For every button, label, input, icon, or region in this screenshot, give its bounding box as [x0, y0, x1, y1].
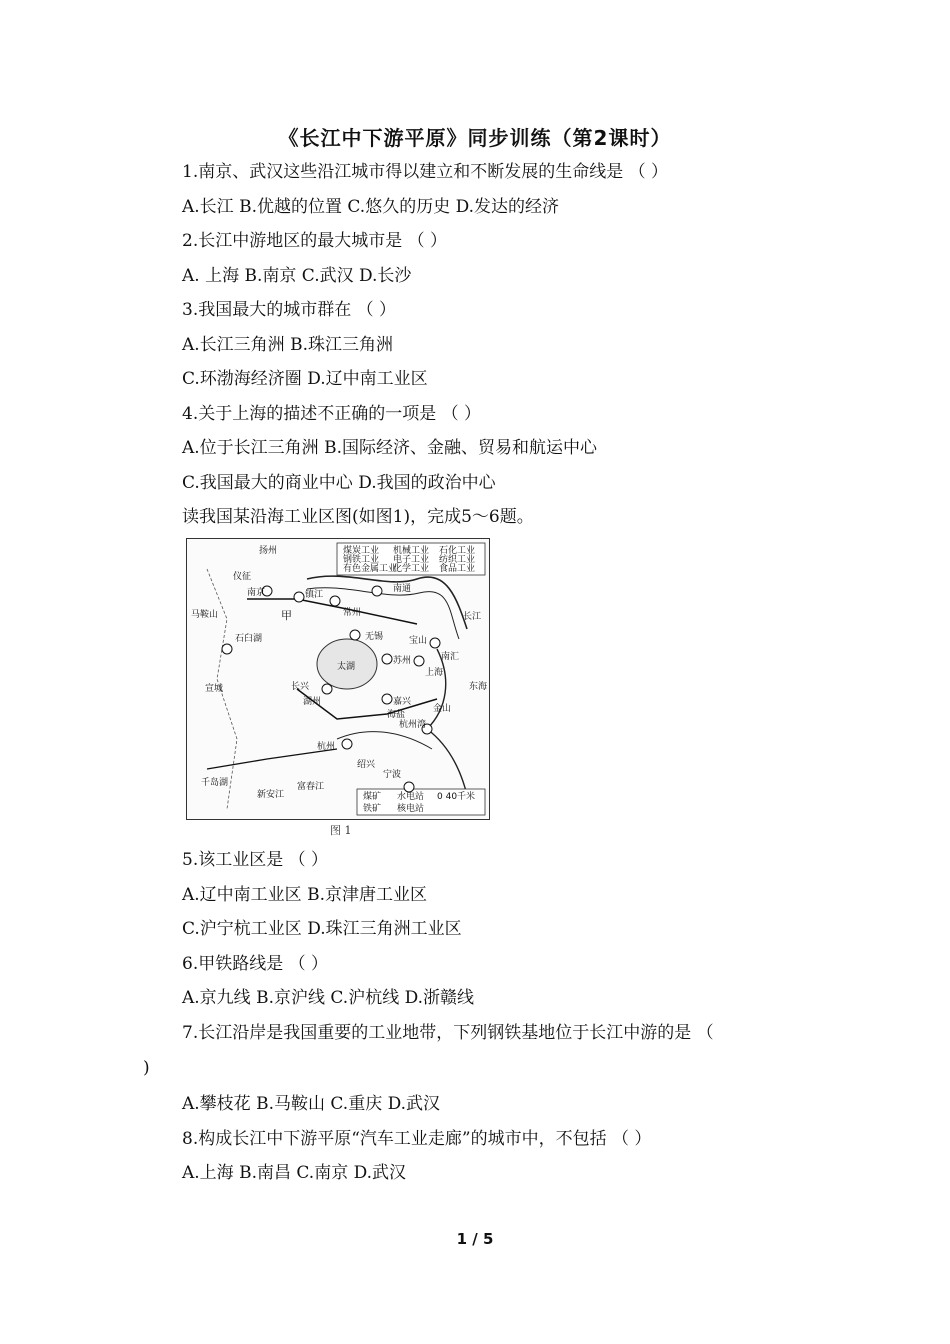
question-8: 8.构成长江中下游平原“汽车工业走廊”的城市中，不包括 （ ） [182, 1129, 652, 1149]
legend-electronics: 电子工业 [393, 555, 430, 565]
place-jia: 甲 [281, 609, 292, 622]
place-jinshan: 金山 [433, 704, 452, 714]
legend-nuclear: 核电站 [397, 804, 425, 814]
place-hangzhou-bay: 杭州湾 [399, 720, 427, 730]
legend-coal-mine: 煤矿 [363, 792, 382, 802]
place-taihu: 太湖 [337, 662, 356, 672]
options-5b: C.沪宁杭工业区 D.珠江三角洲工业区 [182, 919, 462, 939]
options-3a: A.长江三角洲 B.珠江三角洲 [182, 335, 393, 355]
place-yangzhou: 扬州 [259, 546, 278, 556]
place-changxing: 长兴 [291, 682, 310, 692]
place-yangtze: 长江 [463, 612, 482, 622]
place-shaoxing: 绍兴 [357, 760, 376, 770]
industrial-map-figure [186, 538, 490, 820]
place-east-sea: 东海 [469, 682, 488, 692]
place-xuancheng: 宣城 [205, 684, 224, 694]
page-number: 1 / 5 [456, 1230, 494, 1248]
legend-nonferrous: 有色金属工业 [343, 564, 398, 574]
place-shanghai: 上海 [425, 668, 444, 678]
place-qiandaohu: 千岛湖 [201, 778, 229, 788]
place-hangzhou: 杭州 [317, 742, 336, 752]
place-jiaxing: 嘉兴 [393, 697, 412, 707]
place-ningbo: 宁波 [383, 770, 402, 780]
legend-hydro: 水电站 [397, 792, 425, 802]
place-xinanjiang: 新安江 [257, 790, 285, 800]
place-suzhou: 苏州 [393, 656, 412, 666]
legend-coal: 煤炭工业 [343, 546, 380, 556]
place-changzhou: 常州 [343, 608, 362, 618]
question-4: 4.关于上海的描述不正确的一项是 （ ） [182, 404, 482, 424]
legend-food: 食品工业 [439, 564, 476, 574]
legend-textile: 纺织工业 [439, 555, 476, 565]
options-6: A.京九线 B.京沪线 C.沪杭线 D.浙赣线 [182, 988, 475, 1008]
map-scale: 0 40千米 [437, 792, 476, 802]
place-huzhou: 湖州 [303, 697, 322, 707]
question-6: 6.甲铁路线是 （ ） [182, 954, 329, 974]
page-title: 《长江中下游平原》同步训练（第2课时） [278, 126, 672, 150]
question-5: 5.该工业区是 （ ） [182, 850, 329, 870]
question-1: 1.南京、武汉这些沿江城市得以建立和不断发展的生命线是 （ ） [182, 162, 669, 182]
place-baoshan: 宝山 [409, 636, 428, 646]
options-8: A.上海 B.南昌 C.南京 D.武汉 [182, 1163, 407, 1183]
place-nanjing: 南京 [247, 588, 266, 598]
legend-machinery: 机械工业 [393, 546, 430, 556]
legend-steel: 钢铁工业 [343, 555, 380, 565]
place-shijiuhu: 石臼湖 [235, 634, 263, 644]
legend-petrochem: 石化工业 [439, 546, 476, 556]
place-zhenjiang: 镇江 [305, 590, 324, 600]
question-2: 2.长江中游地区的最大城市是 （ ） [182, 231, 448, 251]
question-7-wrap: ) [143, 1058, 150, 1078]
place-nantong: 南通 [393, 584, 412, 594]
figure-caption: 图 1 [330, 824, 352, 837]
question-3: 3.我国最大的城市群在 （ ） [182, 300, 397, 320]
options-2: A. 上海 B.南京 C.武汉 D.长沙 [182, 266, 412, 286]
place-wuxi: 无锡 [365, 632, 384, 642]
place-maanshan: 马鞍山 [191, 610, 219, 620]
legend-chemical: 化学工业 [393, 564, 430, 574]
place-fuchunjiang: 富春江 [297, 782, 325, 792]
options-3b: C.环渤海经济圈 D.辽中南工业区 [182, 369, 428, 389]
question-7: 7.长江沿岸是我国重要的工业地带，下列钢铁基地位于长江中游的是 （ [182, 1023, 714, 1043]
map-intro: 读我国某沿海工业区图(如图1)，完成5～6题。 [182, 507, 534, 527]
place-nanhui: 南汇 [441, 652, 460, 662]
options-4a: A.位于长江三角洲 B.国际经济、金融、贸易和航运中心 [182, 438, 597, 458]
options-5a: A.辽中南工业区 B.京津唐工业区 [182, 885, 427, 905]
place-haiyan: 海盐 [387, 710, 406, 720]
options-4b: C.我国最大的商业中心 D.我国的政治中心 [182, 473, 496, 493]
options-7: A.攀枝花 B.马鞍山 C.重庆 D.武汉 [182, 1094, 441, 1114]
place-yizheng: 仪征 [233, 572, 252, 582]
options-1: A.长江 B.优越的位置 C.悠久的历史 D.发达的经济 [182, 197, 560, 217]
map-svg [187, 539, 489, 819]
legend-iron-mine: 铁矿 [363, 804, 382, 814]
